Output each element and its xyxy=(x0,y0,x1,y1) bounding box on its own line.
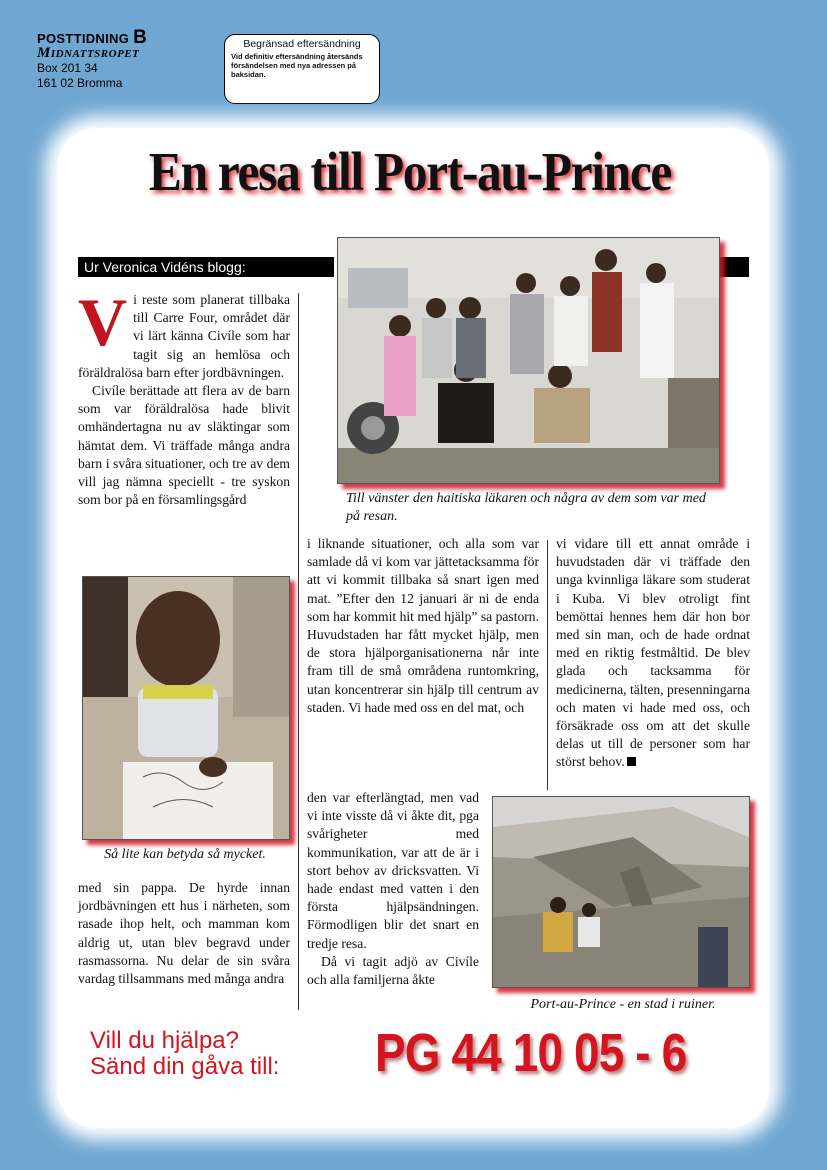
column-divider xyxy=(298,293,299,555)
group-photo xyxy=(337,237,720,484)
column-1-bottom xyxy=(78,879,290,988)
column-2-top xyxy=(307,535,539,717)
sender-name: Midnattsropet xyxy=(37,45,140,61)
column-2-bottom xyxy=(307,789,479,989)
group-photo-caption: Till vänster den haitiska läkaren och några av dem som var med på resan. xyxy=(346,491,706,524)
col1-paragraph-1: i reste som planerat tillbaka till Carre Four, området där vi lärt känna Civíle som har tagit sig an hemlösa och föräldralösa barn efter jordbävningen. xyxy=(78,292,290,380)
col2-paragraph-3: Då vi tagit adjö av Civíle och alla familjerna åkte xyxy=(307,953,479,988)
postal-notice-text: Vid definitiv eftersändning återsänds försändelsen med nya adressen på baksidan. xyxy=(231,52,363,79)
col1-paragraph-2: Civíle berättade att flera av de barn som var föräldralösa hade blivit omhändertagna nu av släktingar som hämtat dem. Vi träffade många andra barn i svåra situationer, och tre av dem vill jag nämna speciellt - tre syskon som bor på en församlingsgård xyxy=(78,383,290,508)
sender-city: 161 02 Bromma xyxy=(37,76,123,90)
column-divider xyxy=(547,540,548,790)
col2-paragraph-2: den var efterlängtad, men vad vi inte visste då vi åkte dit, pga svårigheter med kommunikation, var att de är i stort behov av dricksvatten. Vi hade endast med vatten i den första hjälpsändningen. Förmodligen blir det snart en tredje resa. xyxy=(307,790,479,951)
appeal-line-2: Sänd din gåva till: xyxy=(90,1053,280,1080)
dropcap: V xyxy=(78,284,128,360)
postal-notice-title: Begränsad eftersändning xyxy=(243,38,361,50)
col1-continued: med sin pappa. De hyrde innan jordbävningen ett hus i närheten, som rasade ihop helt, och mamman kom aldrig ut, utan blev begravd under rasmassorna. Nu delar de sin svåra vardag tillsammans med många andra xyxy=(78,880,290,987)
sender-box: Box 201 34 xyxy=(37,61,98,75)
ruins-photo xyxy=(492,796,750,988)
child-photo xyxy=(82,576,290,840)
postal-notice-box xyxy=(224,34,380,104)
sender-address xyxy=(37,27,148,91)
ruins-photo-caption: Port-au-Prince - en stad i ruiner. xyxy=(530,997,716,1012)
posttidning-label: POSTTIDNING B xyxy=(37,27,148,48)
end-mark xyxy=(627,757,636,766)
source-bar-right xyxy=(718,257,749,277)
article-title: En resa till Port-au-Prince xyxy=(148,141,672,202)
col3-paragraph-1: vi vidare till ett annat område i huvudstaden där vi träffade den unga kvinnliga läkare som studerat i Kuba. Vi blev otroligt fint bemöttai hennes hem där hon bor med sin man, och de hade ordnat med en riktig festmåltid. De blev glada och tacksamma för medicinerna, tälten, presenningarna och maten vi hade med oss, och försäkrade oss om att det skulle delas ut till de personer som har störst behov. xyxy=(556,536,751,770)
column-1-top xyxy=(78,284,290,509)
article-source-bar: Ur Veronica Vidéns blogg: xyxy=(78,257,334,277)
giro-number: PG 44 10 05 - 6 xyxy=(375,1023,687,1083)
column-3 xyxy=(556,535,750,772)
col2-paragraph-1: i liknande situationer, och alla som var samlade då vi kom var jättetacksamma för att vi kommit tillbaka så snart igen med mat. ”Efter den 12 januari är ni de enda som har kommit hit med hjälp” sa pastorn. Huvudstaden har fått mycket hjälp, men de stora hjälporganisationerna når inte fram till de små områdena runtomkring, utan koncentrerar sin hjälp till centrum av staden. Vi hade med oss en del mat, och xyxy=(307,536,539,715)
child-photo-caption: Så lite kan betyda så mycket. xyxy=(104,847,266,862)
column-divider xyxy=(298,540,299,1010)
appeal-line-1: Vill du hjälpa? xyxy=(90,1027,240,1054)
appeal-text xyxy=(90,1028,279,1080)
post-class-letter: B xyxy=(133,27,148,48)
